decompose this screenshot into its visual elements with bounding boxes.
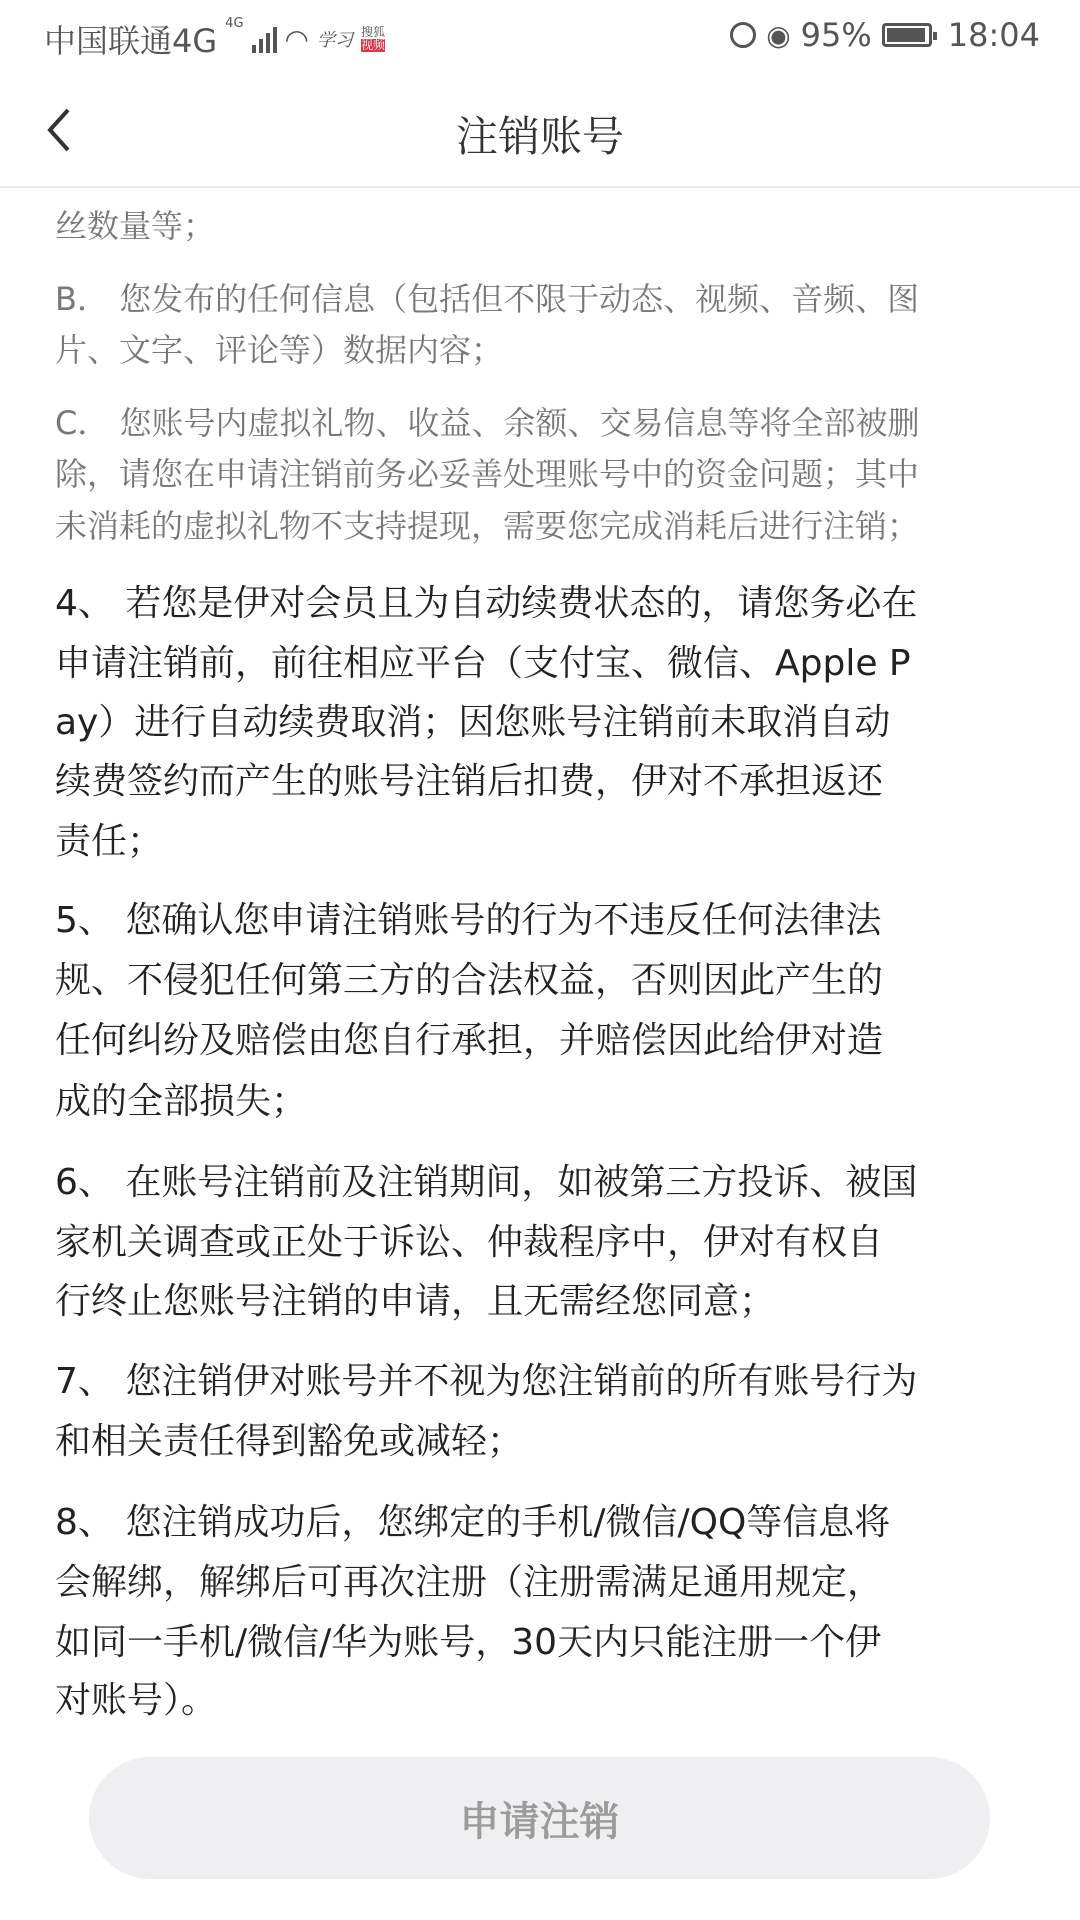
carrier-label: 中国联通4G [44, 22, 218, 60]
terms-line: 责任； [55, 821, 164, 863]
terms-line: 片、文字、评论等）数据内容； [55, 330, 504, 369]
terms-line: 任何纠纷及赔偿由您自行承担，并赔偿因此给伊对造 [55, 1020, 884, 1062]
clock: 18:04 [947, 16, 1040, 54]
page-title: 注销账号 [455, 112, 624, 161]
data-saver-icon [730, 22, 756, 48]
terms-line: 未消耗的虚拟礼物不支持提现，需要您完成消耗后进行注销； [55, 506, 920, 545]
terms-line: 丝数量等； [55, 206, 216, 245]
eye-comfort-icon: ◉ [766, 18, 791, 52]
terms-line: ay）进行自动续费取消；因您账号注销前未取消自动 [55, 702, 891, 744]
terms-line: 成的全部损失； [55, 1081, 308, 1123]
terms-line: 除，请您在申请注销前务必妥善处理账号中的资金问题；其中 [55, 454, 920, 493]
terms-line: 5、 您确认您申请注销账号的行为不违反任何法律法 [55, 900, 882, 942]
wifi-icon: ◠ [284, 22, 309, 56]
signal-icon [252, 25, 277, 53]
terms-line: B． 您发布的任何信息（包括但不限于动态、视频、音频、图 [55, 279, 920, 318]
status-bar [0, 0, 1080, 76]
sohu-video-icon: 搜狐 视频 [360, 25, 385, 52]
terms-line: 8、 您注销成功后，您绑定的手机/微信/QQ等信息将 [55, 1502, 891, 1544]
terms-line: 申请注销前，前往相应平台（支付宝、微信、Apple P [55, 643, 911, 685]
terms-line: 6、 在账号注销前及注销期间，如被第三方投诉、被国 [55, 1162, 918, 1204]
terms-line: 规、不侵犯任何第三方的合法权益，否则因此产生的 [55, 960, 884, 1002]
terms-line: 家机关调查或正处于诉讼、仲裁程序中，伊对有权自 [55, 1222, 884, 1264]
xuexi-app-icon: 学习 [316, 30, 353, 51]
network-type-badge: 4G [225, 16, 244, 31]
terms-line: 如同一手机/微信/华为账号，30天内只能注册一个伊 [55, 1622, 882, 1664]
terms-line: 7、 您注销伊对账号并不视为您注销前的所有账号行为 [55, 1361, 918, 1403]
battery-percent: 95% [800, 16, 872, 54]
terms-line: 和相关责任得到豁免或减轻； [55, 1421, 524, 1463]
apply-cancel-account-button[interactable]: 申请注销 [89, 1757, 990, 1879]
terms-line: 会解绑，解绑后可再次注册（注册需满足通用规定， [55, 1562, 884, 1604]
nav-header [0, 76, 1080, 188]
terms-line: 行终止您账号注销的申请，且无需经您同意； [55, 1281, 776, 1323]
terms-line: C． 您账号内虚拟礼物、收益、余额、交易信息等将全部被删 [55, 403, 920, 442]
battery-icon [882, 23, 932, 47]
terms-line: 4、 若您是伊对会员且为自动续费状态的，请您务必在 [55, 583, 918, 625]
terms-line: 续费签约而产生的账号注销后扣费，伊对不承担返还 [55, 761, 884, 803]
terms-line: 对账号）。 [55, 1680, 218, 1722]
